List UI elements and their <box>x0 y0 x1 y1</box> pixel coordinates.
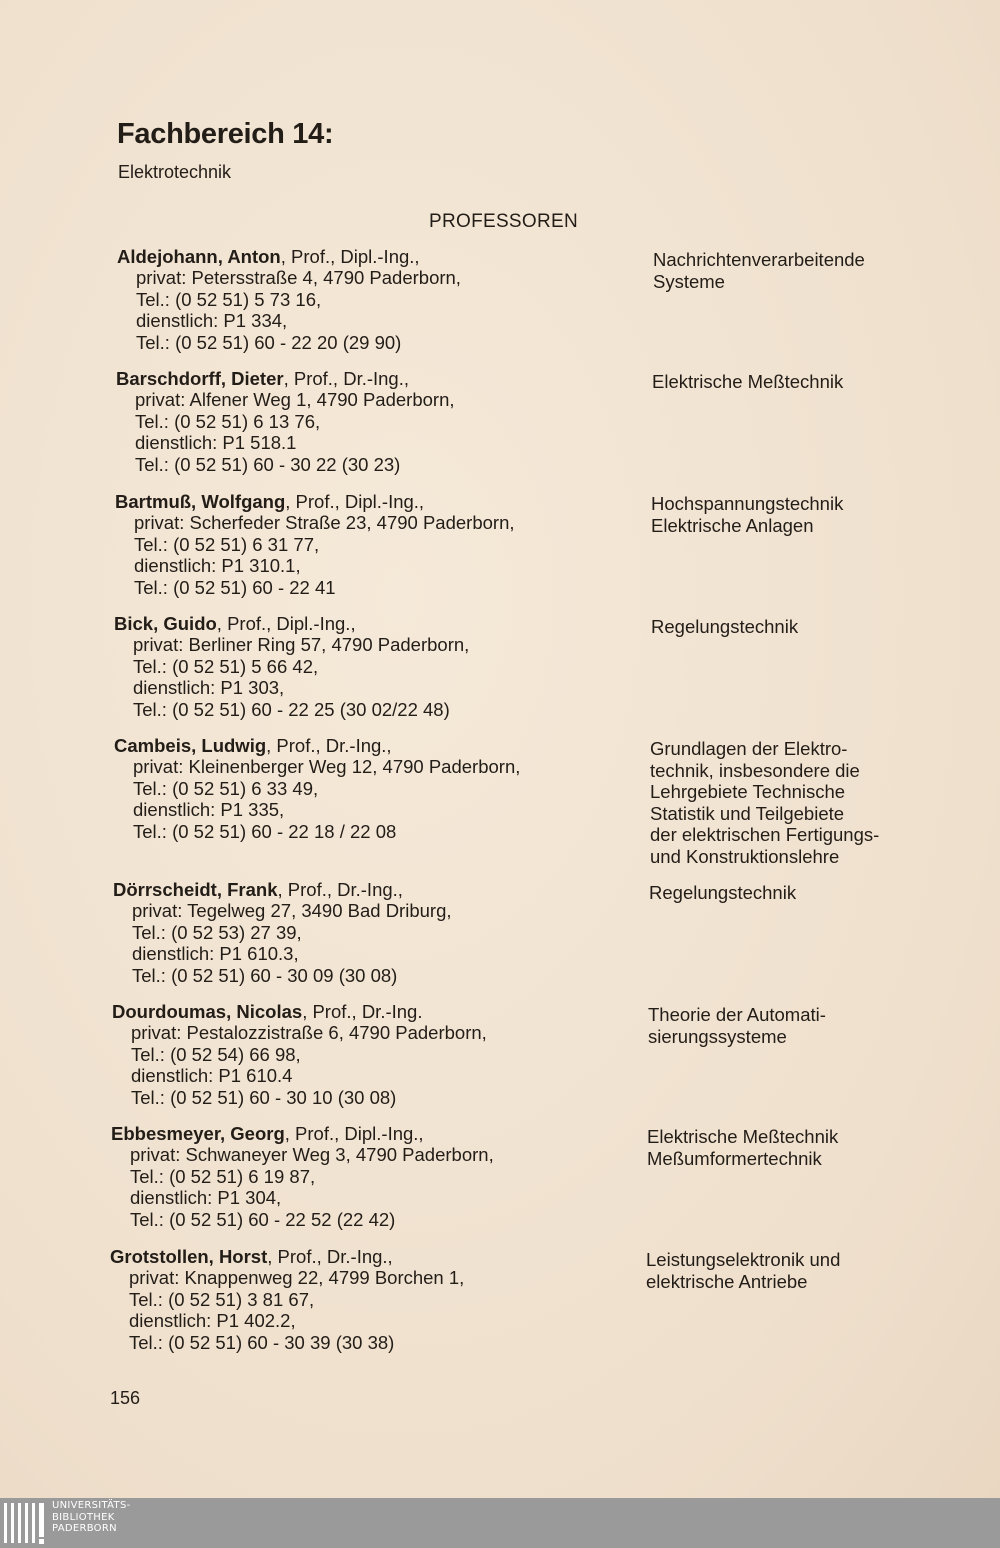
subject-area: Regelungstechnik <box>651 616 799 637</box>
professor-name: Bartmuß, Wolfgang <box>115 491 286 512</box>
office-phone: Tel.: (0 52 51) 60 - 22 52 (22 42) <box>130 1208 396 1230</box>
office-room: dienstlich: P1 310.1, <box>134 555 301 577</box>
office-room: dienstlich: P1 304, <box>130 1187 282 1209</box>
professor-title: , Prof., Dipl.-Ing., <box>285 491 425 512</box>
library-barcode-logo-icon <box>2 1500 48 1546</box>
office-phone: Tel.: (0 52 51) 60 - 30 10 (30 08) <box>131 1086 397 1108</box>
office-phone: Tel.: (0 52 51) 60 - 30 39 (30 38) <box>129 1331 395 1353</box>
subject-area: Elektrische Meßtechnik <box>652 371 844 392</box>
private-phone: Tel.: (0 52 51) 6 19 87, <box>130 1165 316 1187</box>
professor-entry <box>114 613 469 720</box>
subject-area: Leistungselektronik und elektrische Antriebe <box>646 1249 841 1292</box>
office-phone: Tel.: (0 52 51) 60 - 30 22 (30 23) <box>135 453 401 475</box>
office-phone: Tel.: (0 52 51) 60 - 22 20 (29 90) <box>136 331 402 353</box>
professor-name: Ebbesmeyer, Georg <box>111 1123 285 1144</box>
professor-entry <box>112 1001 487 1108</box>
page-number: 156 <box>110 1388 141 1408</box>
office-room: dienstlich: P1 610.3, <box>132 943 299 965</box>
private-phone: Tel.: (0 52 53) 27 39, <box>132 921 302 943</box>
professor-title: , Prof., Dr.-Ing., <box>267 1246 393 1267</box>
professor-entry <box>117 246 461 353</box>
subject-area: Hochspannungstechnik Elektrische Anlagen <box>651 493 844 536</box>
private-address: privat: Berliner Ring 57, 4790 Paderborn, <box>133 634 470 656</box>
professor-name: Cambeis, Ludwig <box>114 735 267 756</box>
professor-name: Grotstollen, Horst <box>110 1246 268 1267</box>
private-address: privat: Kleinenberger Weg 12, 4790 Paderborn, <box>133 756 521 778</box>
office-phone: Tel.: (0 52 51) 60 - 22 41 <box>134 576 336 598</box>
department-name: Elektrotechnik <box>118 162 232 182</box>
private-phone: Tel.: (0 52 54) 66 98, <box>131 1043 301 1065</box>
professor-name: Barschdorff, Dieter <box>116 368 284 389</box>
professor-title: , Prof., Dipl.-Ing., <box>280 246 420 267</box>
office-phone: Tel.: (0 52 51) 60 - 30 09 (30 08) <box>132 964 398 986</box>
page-heading: Fachbereich 14: <box>117 118 334 150</box>
office-room: dienstlich: P1 610.4 <box>131 1065 293 1087</box>
private-address: privat: Alfener Weg 1, 4790 Paderborn, <box>135 389 455 411</box>
private-phone: Tel.: (0 52 51) 5 66 42, <box>133 655 319 677</box>
subject-area: Regelungstechnik <box>649 882 797 903</box>
professor-entry <box>115 491 515 598</box>
professor-title: , Prof., Dr.-Ing., <box>283 368 410 389</box>
office-room: dienstlich: P1 303, <box>133 677 285 699</box>
professor-title: , Prof., Dipl.-Ing., <box>216 613 356 634</box>
private-address: privat: Petersstraße 4, 4790 Paderborn, <box>136 267 461 289</box>
office-room: dienstlich: P1 334, <box>136 310 288 332</box>
office-phone: Tel.: (0 52 51) 60 - 22 18 / 22 08 <box>133 820 397 842</box>
professor-name: Dörrscheidt, Frank <box>113 879 278 900</box>
office-room: dienstlich: P1 518.1 <box>135 432 297 454</box>
office-room: dienstlich: P1 335, <box>133 799 285 821</box>
subject-area: Grundlagen der Elektro- technik, insbesondere die Lehrgebiete Technische Statistik und Teilgebiete der elektrischen Fertigungs- und Konstruktionslehre <box>650 738 880 867</box>
professor-entry <box>113 879 452 986</box>
private-phone: Tel.: (0 52 51) 6 33 49, <box>133 777 319 799</box>
professor-entry <box>114 735 520 842</box>
private-address: privat: Knappenweg 22, 4799 Borchen 1, <box>129 1267 465 1289</box>
professor-title: , Prof., Dipl.-Ing., <box>284 1123 424 1144</box>
office-phone: Tel.: (0 52 51) 60 - 22 25 (30 02/22 48) <box>133 698 450 720</box>
library-footer <box>0 1498 1000 1548</box>
professor-title: , Prof., Dr.-Ing., <box>277 879 403 900</box>
private-phone: Tel.: (0 52 51) 3 81 67, <box>129 1288 315 1310</box>
section-label: PROFESSOREN <box>429 211 578 232</box>
private-address: privat: Pestalozzistraße 6, 4790 Paderborn, <box>131 1022 487 1044</box>
private-phone: Tel.: (0 52 51) 5 73 16, <box>136 288 322 310</box>
professor-entry <box>110 1246 464 1353</box>
private-phone: Tel.: (0 52 51) 6 13 76, <box>135 410 321 432</box>
professor-name: Dourdoumas, Nicolas <box>112 1001 303 1022</box>
subject-area: Elektrische Meßtechnik Meßumformertechnik <box>647 1126 839 1169</box>
professor-title: , Prof., Dr.-Ing., <box>266 735 392 756</box>
professor-title: , Prof., Dr.-Ing. <box>302 1001 423 1022</box>
professor-name: Bick, Guido <box>114 613 217 634</box>
professor-entry <box>111 1123 494 1230</box>
private-phone: Tel.: (0 52 51) 6 31 77, <box>134 533 320 555</box>
private-address: privat: Scherfeder Straße 23, 4790 Paderborn, <box>134 512 515 534</box>
professor-name: Aldejohann, Anton <box>117 246 281 267</box>
office-room: dienstlich: P1 402.2, <box>129 1310 296 1332</box>
private-address: privat: Tegelweg 27, 3490 Bad Driburg, <box>132 900 452 922</box>
subject-area: Theorie der Automati- sierungssysteme <box>648 1004 826 1047</box>
library-logo-text: UNIVERSITÄTS- BIBLIOTHEK PADERBORN <box>52 1500 131 1534</box>
subject-area: Nachrichtenverarbeitende Systeme <box>653 249 865 292</box>
private-address: privat: Schwaneyer Weg 3, 4790 Paderborn, <box>130 1144 494 1166</box>
professor-entry <box>116 368 455 475</box>
